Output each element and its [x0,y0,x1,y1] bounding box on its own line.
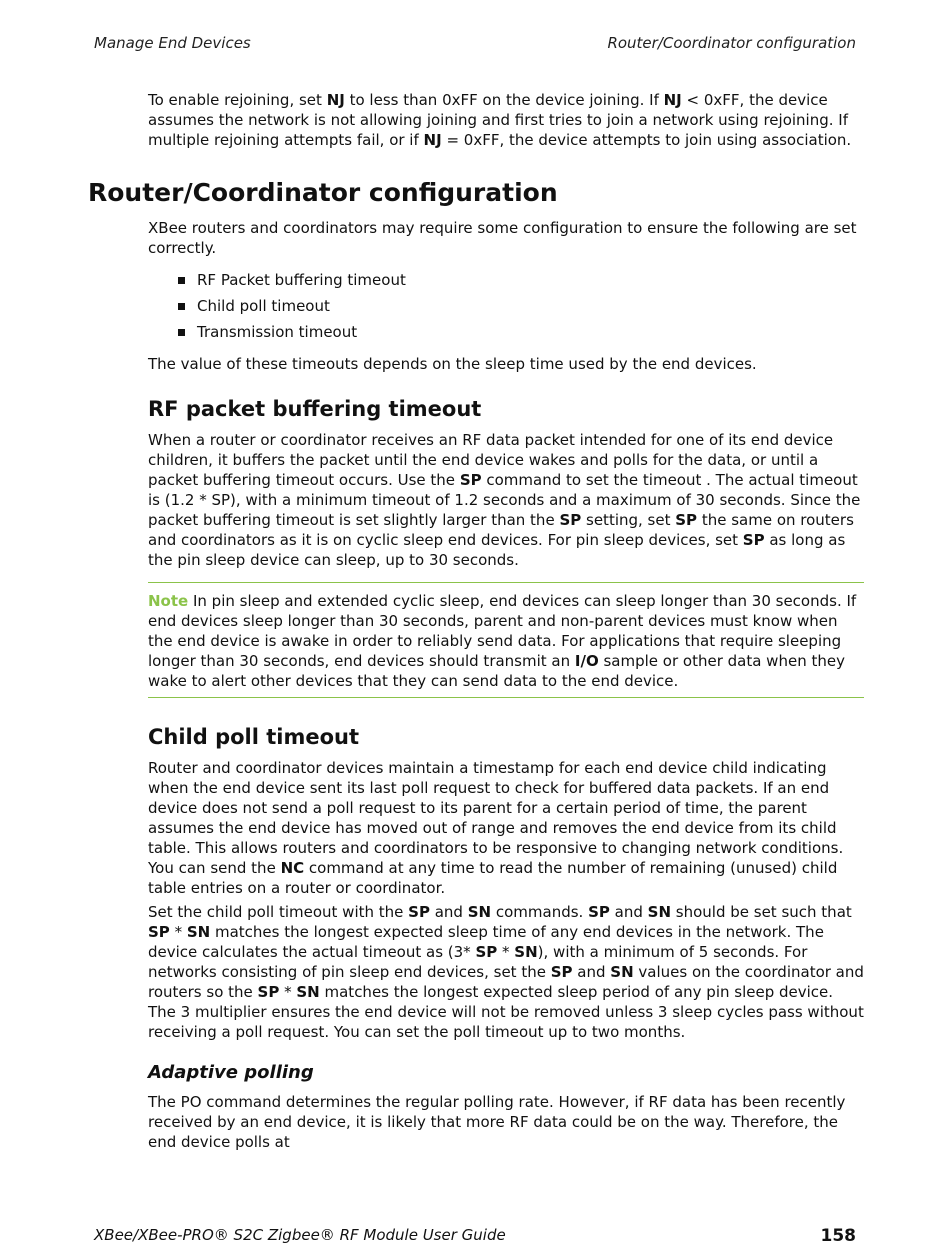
command-sp: SP [475,943,498,961]
command-sp: SP [148,923,170,941]
text-run: < 0xFF, the device assumes the network is not allowing joining and first tries to join a network using rejoining. If multiple rejoining attempts fail, or if [148,91,848,149]
text-run: To enable rejoining, set [148,91,327,109]
command-sn: SN [647,903,672,921]
list-item-label: Child poll timeout [197,297,330,315]
command-sn: SN [514,943,538,961]
command-sp: SP [559,511,582,529]
command-io: I/O [574,652,599,670]
command-sp: SP [742,531,765,549]
command-nj: NJ [423,131,442,149]
child-poll-paragraph-1 [148,758,864,898]
page-number: 158 [820,1226,856,1246]
bullet-square-icon [178,303,185,310]
text-run: commands. [491,903,589,921]
text-run: the same on routers and coordinators as it is on cyclic sleep end devices. For pin sleep devices, set [148,511,854,549]
page-header [94,34,856,56]
rf-buffering-paragraph [148,430,864,570]
command-nc: NC [280,859,305,877]
text-run: * [497,943,515,961]
page-content [88,90,864,1164]
command-sp: SP [588,903,610,921]
text-run: as long as the pin sleep device can sleep, up to 30 seconds. [148,531,846,569]
command-sp: SP [257,983,280,1001]
rejoin-paragraph [148,90,864,150]
command-sp: SP [550,963,573,981]
subsubsection-heading-adaptive-polling: Adaptive polling [148,1062,314,1083]
command-sn: SN [610,963,634,981]
command-sp: SP [675,511,698,529]
command-sp: SP [408,903,430,921]
text-run: sample or other data when they wake to alert other devices that they can send data to the end device. [148,652,845,690]
timeout-list [178,270,864,342]
text-run: ), with a minimum of 5 seconds. For networks consisting of pin sleep end devices, set the [148,943,808,981]
text-run: and [429,903,468,921]
header-chapter: Manage End Devices [94,34,251,52]
text-run: and [572,963,611,981]
header-section: Router/Coordinator configuration [607,34,856,52]
page-footer [94,1226,856,1246]
list-item-label: Transmission timeout [197,323,358,341]
adaptive-polling-paragraph: The PO command determines the regular polling rate. However, if RF data has been recently received by an end device, it is likely that more RF data could be on the way. Therefore, the end device polls at [148,1093,846,1151]
text-run: to less than 0xFF on the device joining. If [344,91,664,109]
list-item-label: RF Packet buffering timeout [197,271,406,289]
text-run: command to set the timeout . The actual timeout is (1.2 * SP), with a minimum timeout of 1.2 seconds and a maximum of 30 seconds. Since the packet buffering timeout is set slightly larger than the [148,471,861,529]
timeouts-paragraph: The value of these timeouts depends on the sleep time used by the end devices. [148,355,757,373]
command-sn: SN [186,923,211,941]
text-run: setting, set [581,511,676,529]
section-heading: Router/Coordinator configuration [88,178,558,207]
list-item [178,270,864,290]
text-run: = 0xFF, the device attempts to join using association. [441,131,852,149]
text-run: * [279,983,297,1001]
list-item [178,322,864,342]
text-run: values on the coordinator and routers so the [148,963,864,1001]
footer-document-title: XBee/XBee-PRO® S2C Zigbee® RF Module User Guide [94,1226,506,1244]
subsection-heading-rf-buffering: RF packet buffering timeout [148,397,482,421]
text-run: matches the longest expected sleep time of any end devices in the network. The device calculates the actual timeout as (3* [148,923,824,961]
text-run: Router and coordinator devices maintain a timestamp for each end device child indicating when the end device sent its last poll request to check for buffered data packets. If an end device does not send a poll request to its parent for a certain period of time, the parent assumes the end device has moved out of range and removes the end device from its child table. This allows routers and coordinators to be responsive to changing network conditions. You can send the [148,759,844,877]
bullet-square-icon [178,329,185,336]
command-nj: NJ [326,91,345,109]
text-run: should be set such that [671,903,852,921]
note-box [148,582,864,698]
subsection-heading-child-poll: Child poll timeout [148,725,360,749]
text-run: and [609,903,648,921]
command-sn: SN [467,903,492,921]
child-poll-paragraph-2 [148,902,864,1042]
text-run: When a router or coordinator receives an RF data packet intended for one of its end device children, it buffers the packet until the end device wakes and polls for the data, or until a packet buffering timeout occurs. Use the [148,431,834,489]
text-run: Set the child poll timeout with the [148,903,409,921]
text-run: In pin sleep and extended cyclic sleep, end devices can sleep longer than 30 seconds. If end devices sleep longer than 30 seconds, parent and non-parent devices must know when the end device is awake in order to reliably send data. For applications that require sleeping longer than 30 seconds, end devices should transmit an [148,592,857,670]
text-run: * [169,923,187,941]
command-nj: NJ [663,91,682,109]
command-sn: SN [296,983,320,1001]
section-intro: XBee routers and coordinators may require some configuration to ensure the following are set correctly. [148,219,857,257]
text-run: matches the longest expected sleep period of any pin sleep device. The 3 multiplier ensures the end device will not be removed unless 3 sleep cycles pass without receiving a poll request. You can set the poll timeout up to two months. [148,983,864,1041]
text-run: command at any time to read the number of remaining (unused) child table entries on a router or coordinator. [148,859,838,897]
list-item [178,296,864,316]
bullet-square-icon [178,277,185,284]
note-label: Note [148,592,189,610]
command-sp: SP [459,471,482,489]
